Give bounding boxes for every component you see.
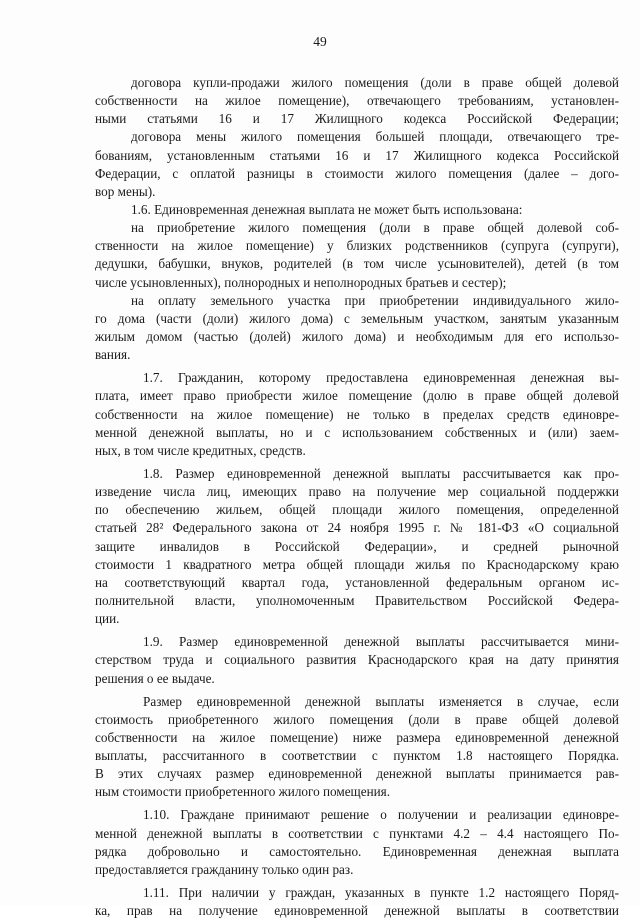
text-line: собственности на жилое помещение) не только в пределах средств единовре- (95, 406, 619, 422)
text-line: на оплату земельного участка при приобретении индивидуального жило- (131, 292, 619, 308)
text-line: го дома (части (доли) жилого дома) с земельным участком, занятым указанным (95, 310, 619, 326)
para-1-11 (95, 884, 619, 920)
text-line: вания. (95, 347, 131, 363)
text-line: Размер единовременной денежной выплаты изменяется в случае, если (143, 693, 619, 709)
text-line: предоставляется гражданину только один раз. (95, 861, 354, 877)
para-1-9-change (95, 693, 619, 802)
text-line: рядка добровольно и самостоятельно. Единовременная денежная выплата (95, 843, 619, 859)
text-line: 1.7. Гражданин, которому предоставлена единовременная денежная вы- (143, 370, 619, 386)
text-line: ным стоимости приобретенного жилого помещения. (95, 784, 391, 800)
text-line: менной денежной выплаты, но и с использованием собственных и (или) заем- (95, 424, 619, 440)
para-contract-sale (95, 74, 619, 128)
para-1-9 (95, 633, 619, 687)
text-line: ка, прав на получение единовременной денежной выплаты в соответствии (95, 903, 619, 919)
text-line: вор мены). (95, 183, 156, 199)
document-body (95, 74, 619, 920)
text-line: стоимости 1 квадратного метра общей площади жилья по Краснодарскому краю (95, 556, 619, 572)
text-line: 1.9. Размер единовременной денежной выплаты рассчитывается мини- (143, 634, 619, 650)
text-line: выплаты, рассчитанного в соответствии с пунктом 1.8 настоящего Порядка. (95, 748, 619, 764)
text-line: решения о ее выдаче. (95, 670, 215, 686)
text-line: статьей 28² Федерального закона от 24 ноября 1995 г. № 181-ФЗ «О социальной (95, 520, 619, 536)
text-line: полнительной власти, уполномоченным Правительством Российской Федера- (95, 592, 619, 608)
text-line: ными статьями 16 и 17 Жилищного кодекса Российской Федерации; (95, 111, 619, 127)
text-line: ции. (95, 611, 120, 627)
para-1-6 (95, 201, 619, 219)
para-1-10 (95, 806, 619, 879)
para-1-6-relatives (95, 219, 619, 292)
text-line: на приобретение жилого помещения (доли в праве общей долевой соб- (131, 220, 619, 236)
text-line: 1.10. Граждане принимают решение о получении и реализации единовре- (143, 807, 619, 823)
text-line: 1.8. Размер единовременной денежной выплаты рассчитывается как про- (143, 465, 619, 481)
text-line: менной денежной выплаты в соответствии с пунктами 4.2 – 4.4 настоящего По- (95, 825, 619, 841)
text-line: стоимость приобретенного жилого помещения (доли в праве общей долевой (95, 711, 619, 727)
text-line: 1.11. При наличии у граждан, указанных в пункте 1.2 настоящего Поряд- (143, 885, 619, 901)
text-line: на соответствующий квартал года, установленной федеральным органом ис- (95, 574, 619, 590)
text-line: стерством труда и социального развития Краснодарского края на дату принятия (95, 652, 619, 668)
text-line: жилым домом (частью (долей) жилого дома) и необходимым для его использо- (95, 328, 619, 344)
text-line: В этих случаях размер единовременной денежной выплаты принимается рав- (95, 766, 619, 782)
text-line: числе усыновленных), полнородных и неполнородных братьев и сестер); (95, 274, 507, 290)
para-1-6-land (95, 292, 619, 365)
page-number: 49 (313, 34, 327, 49)
para-1-8 (95, 465, 619, 628)
text-line: защите инвалидов в Российской Федерации», и средней рыночной (95, 538, 619, 554)
para-contract-exchange (95, 128, 619, 201)
text-line: бованиям, установленным статьями 16 и 17 Жилищного кодекса Российской (95, 147, 619, 163)
text-line: договора купли-продажи жилого помещения (доли в праве общей долевой (131, 75, 619, 90)
text-line: собственности на жилое помещение) ниже размера единовременной денежной (95, 729, 619, 745)
text-line: 1.6. Единовременная денежная выплата не может быть использована: (131, 201, 523, 217)
text-line: собственности на жилое помещение), отвечающего требованиям, установлен- (95, 93, 619, 109)
text-line: Федерации, с оплатой разницы в стоимости жилого помещения (далее – дого- (95, 165, 619, 181)
text-line: изведение числа лиц, имеющих право на получение мер социальной поддержки (95, 484, 619, 500)
text-line: ных, в том числе кредитных, средств. (95, 442, 306, 458)
text-line: ственности на жилое помещение) у близких родственников (супруга (супруги), (95, 238, 619, 254)
text-line: дедушки, бабушки, внуков, родителей (в том числе усыновителей), детей (в том (95, 256, 619, 272)
para-1-7 (95, 369, 619, 460)
text-line: договора мены жилого помещения большей площади, отвечающего тре- (131, 129, 619, 145)
text-line: по обеспечению жильем, общей площади жилого помещения, определенной (95, 502, 619, 518)
text-line: плата, имеет право приобрести жилое помещение (долю в праве общей долевой (95, 388, 619, 404)
